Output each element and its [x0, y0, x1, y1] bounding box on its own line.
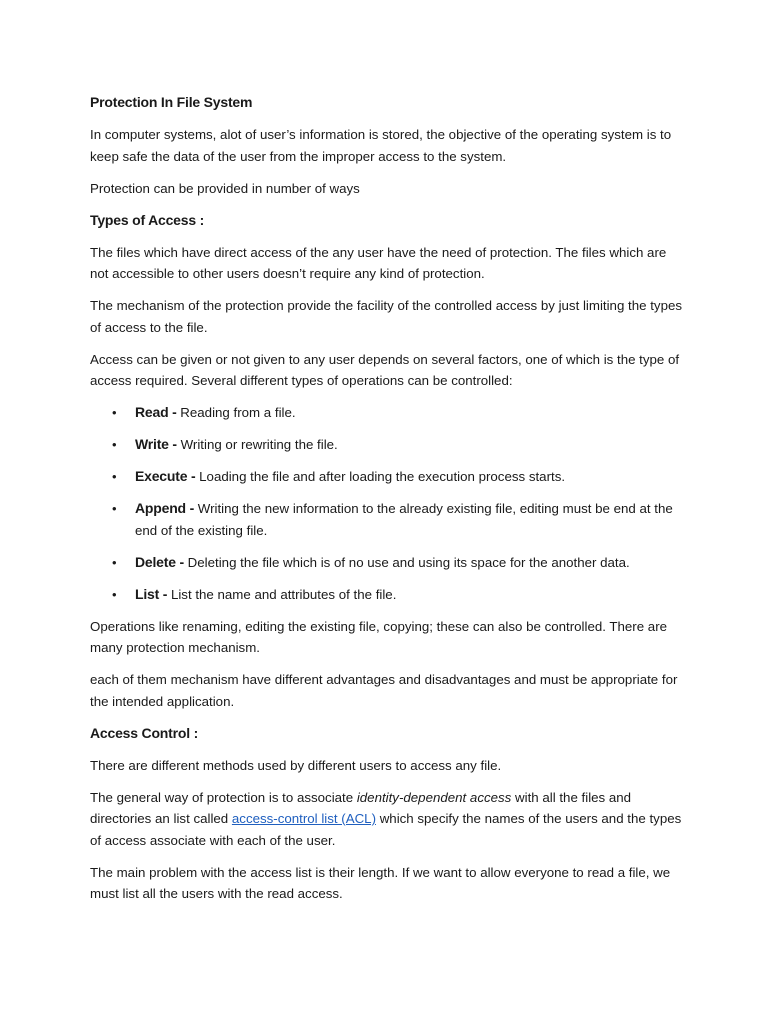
identity-dependent-access-emphasis: identity-dependent access — [356, 789, 512, 805]
operation-term: Read - — [135, 404, 177, 420]
bullet-icon: • — [112, 586, 117, 602]
access-control-heading: Access Control : — [90, 724, 199, 741]
types-paragraph-2: The mechanism of the protection provide the facility of the controlled access by just limiting the types of access to the file. — [90, 298, 683, 335]
bullet-icon: • — [112, 554, 117, 570]
access-paragraph-2-part-1: The general way of protection is to associate — [90, 789, 357, 805]
access-paragraph-3: The main problem with the access list is their length. If we want to allow everyone to read a file, we must list all the users with the read access. — [90, 864, 671, 901]
access-paragraph-2-part-3: which specify the names of the users and the types of access associate with each of the user. — [90, 811, 682, 848]
acl-link[interactable]: access-control list (ACL) — [231, 811, 376, 826]
list-item-list — [90, 584, 682, 606]
operation-term: Write - — [135, 436, 177, 452]
bullet-icon: • — [112, 405, 117, 420]
intro-paragraph-1: In computer systems, alot of user’s information is stored, the objective of the operating system is to keep safe the data of the user from the improper access to the system. — [90, 127, 672, 164]
operation-description: List the name and attributes of the file. — [167, 586, 397, 602]
operation-term: Execute - — [135, 468, 196, 484]
operations-list — [90, 402, 682, 605]
types-paragraph-3: Access can be given or not given to any user depends on several factors, one of which is the type of access required. Several different types of operations can be controlled: — [90, 351, 680, 388]
operation-description: Deleting the file which is of no use and using its space for the another data. — [183, 554, 630, 570]
access-paragraph-1: There are different methods used by different users to access any file. — [90, 757, 502, 773]
operation-description: Writing or rewriting the file. — [176, 437, 338, 452]
access-paragraph-2-part-2: with all the files and directories an list called — [90, 789, 632, 826]
operation-term: List - — [135, 585, 168, 602]
operation-description: Loading the file and after loading the execution process starts. — [195, 469, 566, 484]
bullet-icon: • — [112, 437, 117, 452]
bullet-icon: • — [112, 501, 117, 516]
operation-term: Delete - — [135, 553, 184, 570]
operation-term: Append - — [135, 500, 195, 516]
types-paragraph-1: The files which have direct access of the any user have the need of protection. The files which are not accessible to other users doesn’t require any kind of protection. — [90, 244, 667, 281]
bullet-icon: • — [112, 469, 117, 484]
list-item-read — [90, 402, 682, 424]
after-list-paragraph-2: each of them mechanism have different advantages and disadvantages and must be appropriate for the intended application. — [90, 672, 678, 709]
list-item-append — [90, 498, 682, 541]
access-paragraph-2 — [90, 787, 682, 852]
document-page — [90, 92, 682, 915]
page-title: Protection In File System — [90, 94, 253, 110]
list-item-write — [90, 434, 682, 456]
operation-description: Reading from a file. — [176, 405, 296, 420]
list-item-delete — [90, 552, 682, 574]
types-of-access-heading: Types of Access : — [90, 211, 205, 228]
list-item-execute — [90, 466, 682, 488]
operation-description: Writing the new information to the already existing file, editing must be end at the end of the existing file. — [135, 501, 673, 538]
intro-paragraph-2: Protection can be provided in number of ways — [90, 180, 360, 196]
after-list-paragraph-1: Operations like renaming, editing the existing file, copying; these can also be controlled. There are many protection mechanism. — [90, 618, 668, 655]
